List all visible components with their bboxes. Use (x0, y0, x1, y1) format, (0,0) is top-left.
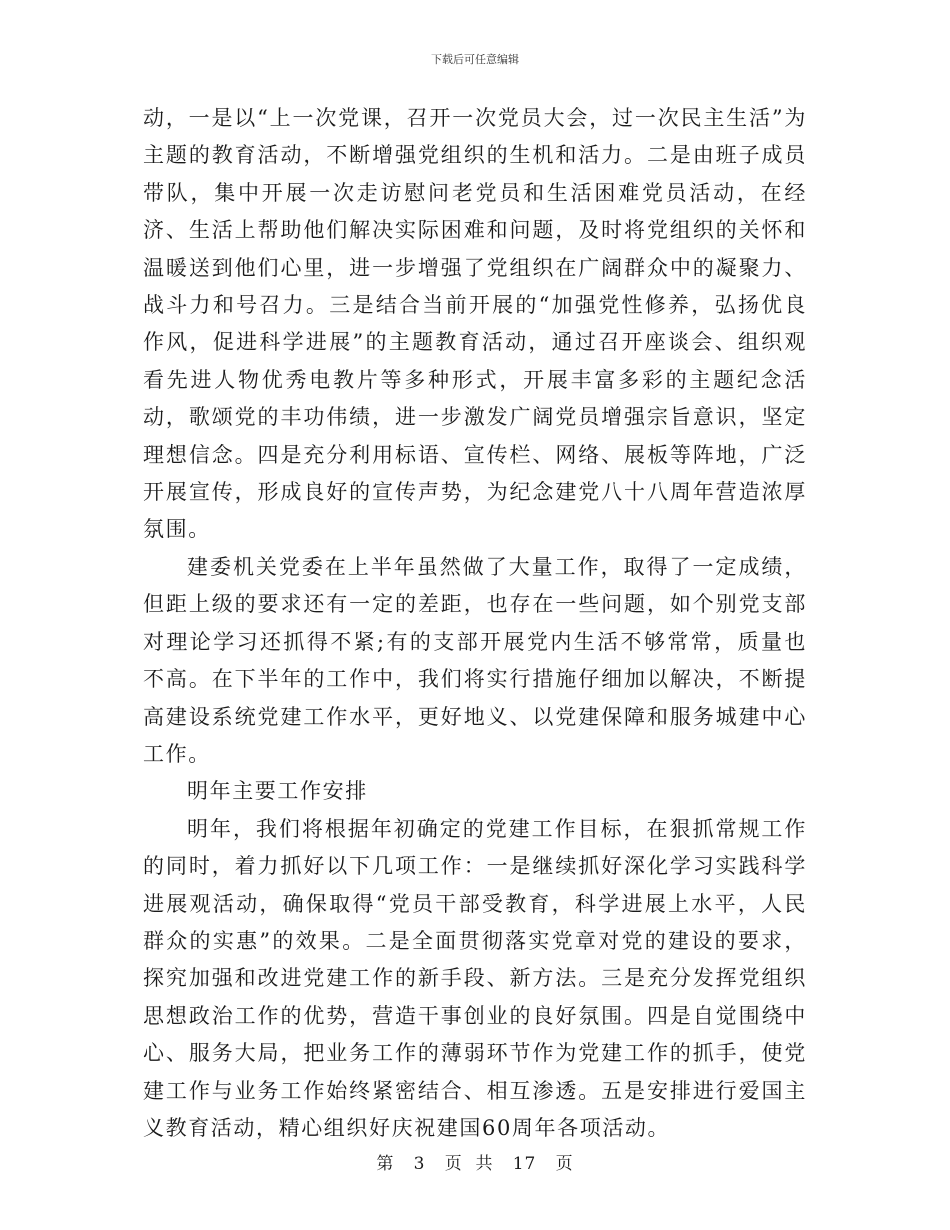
page-number: 3 (413, 1154, 426, 1174)
footer-middle: 页 共 (444, 1154, 494, 1174)
page-header (0, 52, 950, 68)
footer-prefix: 第 (376, 1154, 395, 1174)
section-heading-next-year-plan: 明年主要工作安排 (187, 779, 368, 804)
header-text: 下载后可任意编辑 (431, 53, 519, 66)
document-body (143, 100, 807, 1147)
footer-suffix: 页 (555, 1154, 574, 1174)
paragraph-next-year-work: 明年，我们将根据年初确定的党建工作目标，在狠抓常规工作的同时，着力抓好以下几项工作：一是继续抓好深化学习实践科学进展观活动，确保取得“党员干部受教育，科学进展上水平，人民群众的实惠”的效果。二是全面贯彻落实党章对党的建设的要求，探究加强和改进党建工作的新手段、新方法。三是充分发挥党组织思想政治工作的优势，营造干事创业的良好氛围。四是自觉围绕中心、服务大局，把业务工作的薄弱环节作为党建工作的抓手，使党建工作与业务工作始终紧密结合、相互渗透。五是安排进行爱国主义教育活动，精心组织好庆祝建国60周年各项活动。 (143, 816, 807, 1140)
paragraph-continued-activities: 动，一是以“上一次党课，召开一次党员大会，过一次民主生活”为主题的教育活动，不断增强党组织的生机和活力。二是由班子成员带队，集中开展一次走访慰问老党员和生活困难党员活动，在经济、生活上帮助他们解决实际困难和问题，及时将党组织的关怀和温暖送到他们心里，进一步增强了党组织在广阔群众中的凝聚力、战斗力和号召力。三是结合当前开展的“加强党性修养，弘扬优良作风，促进科学进展”的主题教育活动，通过召开座谈会、组织观看先进人物优秀电教片等多种形式，开展丰富多彩的主题纪念活动，歌颂党的丰功伟绩，进一步激发广阔党员增强宗旨意识，坚定理想信念。四是充分利用标语、宣传栏、网络、展板等阵地，广泛开展宣传，形成良好的宣传声势，为纪念建党八十八周年营造浓厚氛围。 (143, 106, 807, 542)
total-pages: 17 (512, 1154, 537, 1174)
page-footer (0, 1153, 950, 1175)
paragraph-shortcomings: 建委机关党委在上半年虽然做了大量工作，取得了一定成绩，但距上级的要求还有一定的差距，也存在一些问题，如个别党支部对理论学习还抓得不紧;有的支部开展党内生活不够常常，质量也不高。在下半年的工作中，我们将实行措施仔细加以解决，不断提高建设系统党建工作水平，更好地义、以党建保障和服务城建中心工作。 (143, 554, 807, 766)
